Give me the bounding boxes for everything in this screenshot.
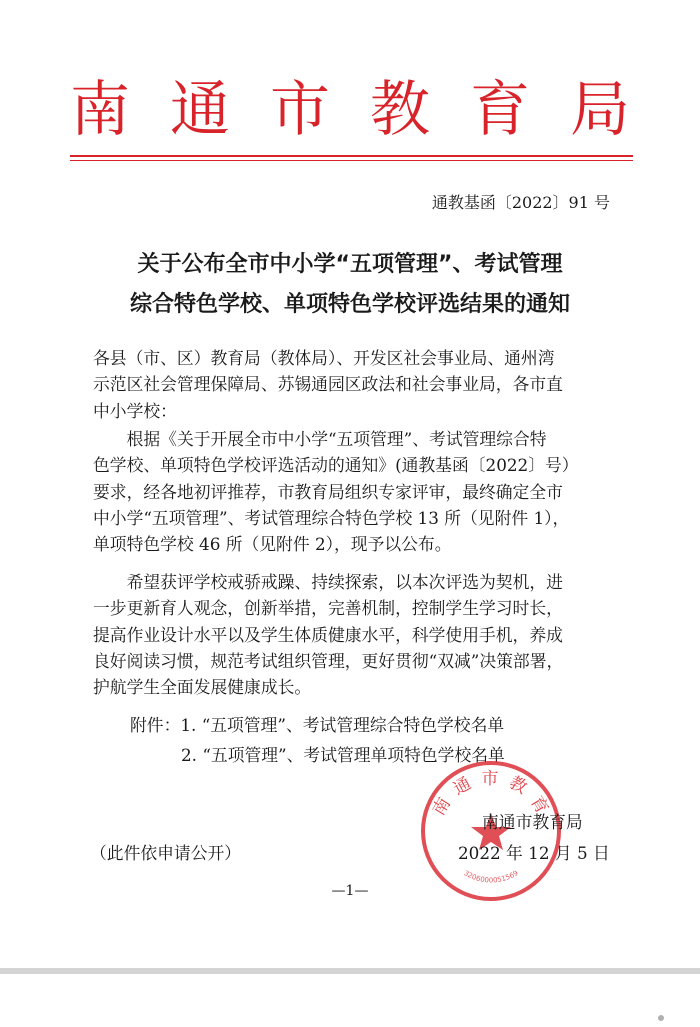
publication-note: （此件依申请公开） (90, 843, 242, 863)
recipients-line: 示范区社会管理保障局、苏锡通园区政法和社会事业局，各市直 (93, 374, 563, 395)
paragraph-line: 单项特色学校 46 所（见附件 2），现予以公布。 (93, 534, 452, 555)
header-rule-thick (70, 155, 633, 157)
paragraph-line: 中小学“五项管理”、考试管理综合特色学校 13 所（见附件 1）， (93, 507, 570, 528)
recipients-line: 各县（市、区）教育局（教体局）、开发区社会事业局、通州湾 (93, 348, 555, 368)
letterhead-char: 市 (270, 75, 330, 145)
letterhead-char: 育 (470, 75, 530, 145)
paragraph-line: 根据《关于开展全市中小学“五项管理”、考试管理综合特 (126, 429, 547, 449)
seal-code: 3206000051569 (462, 869, 520, 885)
paragraph-line: 要求，经各地初评推荐，市教育局组织专家评审，最终确定全市 (93, 481, 563, 502)
header-rule-thin (70, 160, 633, 161)
attachment-line-1: 附件：1. “五项管理”、考试管理综合特色学校名单 (130, 715, 505, 735)
recipients-line: 中小学校： (93, 400, 177, 421)
title-line-1: 关于公布全市中小学“五项管理”、考试管理 (137, 252, 563, 277)
paragraph-1 (93, 426, 613, 557)
letterhead-char: 教 (370, 75, 430, 145)
letterhead-char: 局 (570, 75, 630, 145)
signature-date: 2022 年 12 月 5 日 (458, 843, 610, 863)
paragraph-line: 色学校、单项特色学校评选活动的通知》(通教基函〔2022〕号） (93, 455, 579, 476)
corner-dot (658, 1015, 664, 1021)
recipients (93, 345, 613, 424)
paragraph-2 (93, 569, 613, 700)
attachment-line-2: 2. “五项管理”、考试管理单项特色学校名单 (181, 745, 505, 765)
paragraph-line: 良好阅读习惯，规范考试组织管理，更好贯彻“双减”决策部署， (93, 650, 564, 671)
paragraph-line: 护航学生全面发展健康成长。 (93, 677, 312, 698)
letterhead (70, 70, 630, 150)
document-number: 通教基函〔2022〕91 号 (431, 193, 610, 212)
paragraph-line: 希望获评学校戒骄戒躁、持续探索，以本次评选为契机，进 (126, 572, 563, 592)
title-line-2: 综合特色学校、单项特色学校评选结果的通知 (129, 292, 570, 317)
letterhead-char: 通 (170, 75, 230, 145)
seal-text: 南 通 市 教 育 (428, 768, 554, 820)
paragraph-line: 一步更新育人观念，创新举措，完善机制，控制学生学习时长， (93, 598, 563, 619)
page-number: —1— (331, 883, 369, 899)
letterhead-char: 南 (70, 75, 130, 145)
signature-org: 南通市教育局 (482, 812, 583, 832)
page-divider (0, 968, 700, 974)
paragraph-line: 提高作业设计水平以及学生体质健康水平，科学使用手机，养成 (93, 624, 563, 645)
